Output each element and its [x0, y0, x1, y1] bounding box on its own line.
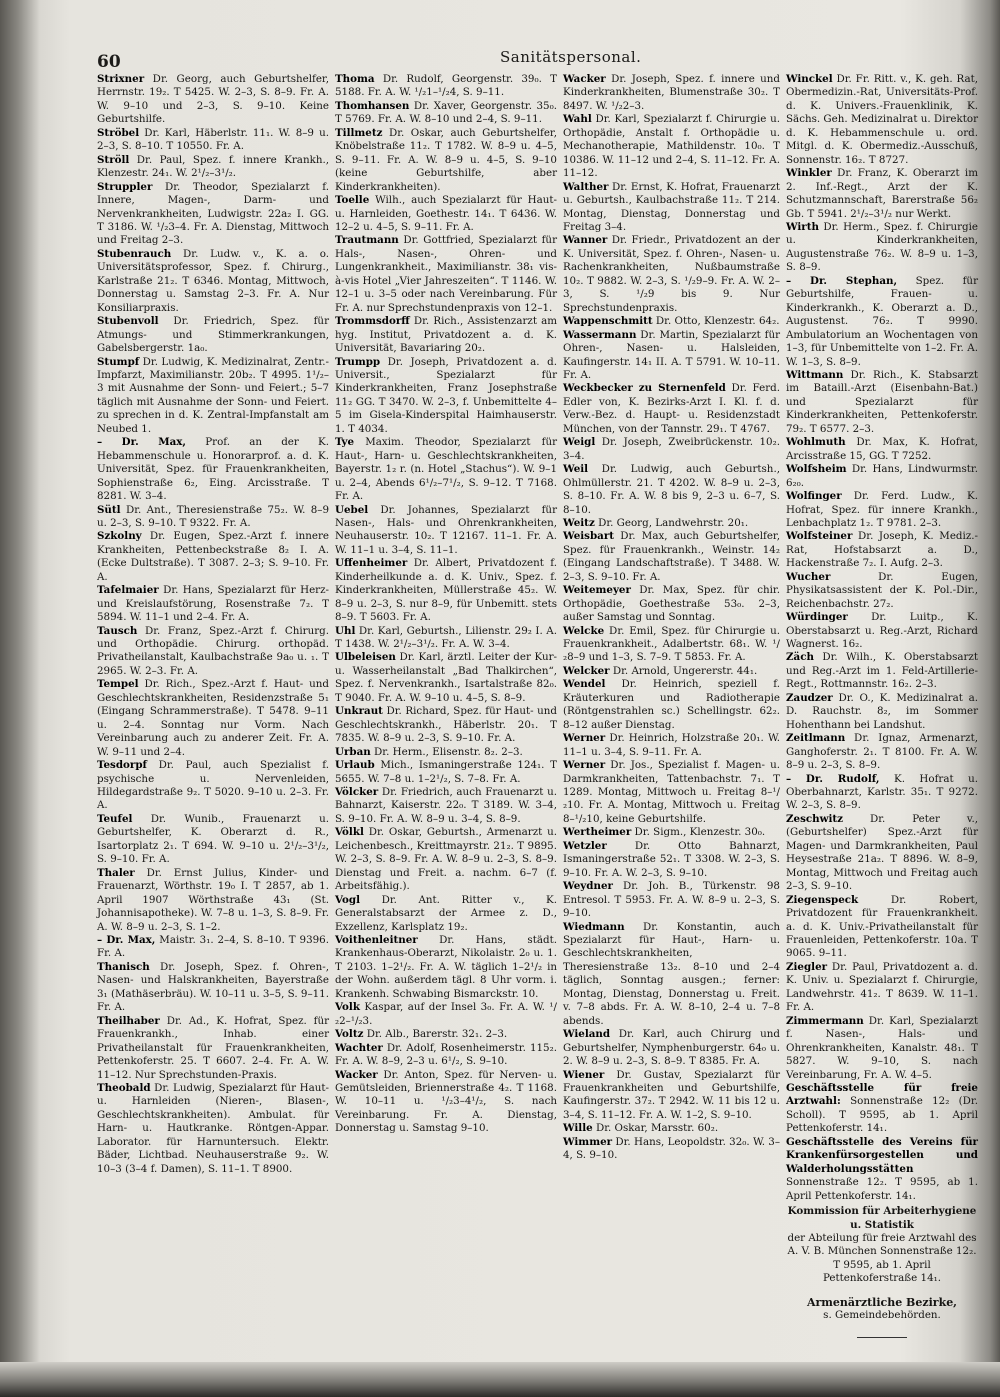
- entry-name: Wieland: [563, 1028, 611, 1041]
- entry-details: Dr. Alb., Barerstr. 32₁. 2–3.: [363, 1028, 508, 1041]
- directory-entry: [563, 382, 780, 436]
- entry-name: Szkolny: [97, 530, 142, 543]
- entry-name: Wille: [563, 1122, 593, 1135]
- directory-entry: [786, 1136, 978, 1203]
- directory-entry: [563, 826, 780, 839]
- directory-entry: [786, 490, 978, 530]
- entry-name: – Dr. Rudolf,: [786, 772, 880, 785]
- directory-entry: [97, 436, 329, 503]
- entry-name: Wimmer: [563, 1135, 613, 1148]
- closing-rule: [857, 1337, 907, 1338]
- entry-details: K. Hofrat u. Oberbahnarzt, Karlstr. 35₁. T 9272. W. 2–3, S. 8–9.: [786, 772, 979, 812]
- entry-details: Dr. Ant. Ritter v., K. Generalstabsarzt der Armee z. D., Exzellenz, Karlsplatz 19₂.: [335, 893, 557, 933]
- entry-details: Dr. Eugen, Physikatsassistent der K. Pol.-Dir., Reichenbachstr. 27₂.: [786, 570, 978, 610]
- entry-name: Struppler: [97, 180, 153, 193]
- entry-name: Thaler: [97, 866, 135, 879]
- directory-entry: [786, 436, 978, 463]
- entry-name: Weitz: [563, 516, 595, 529]
- entry-name: Zeschwitz: [786, 812, 843, 825]
- entry-name: Toelle: [335, 194, 370, 207]
- entry-details: Dr. Karl, Geburtsh., Lilienstr. 29₂ I. A. T 1438. W. 2¹/₂–3¹/₂. Fr. A. W. 3–4.: [335, 624, 557, 651]
- directory-entry: [97, 961, 329, 1015]
- entry-name: – Dr. Max,: [97, 436, 187, 449]
- directory-entry: [563, 436, 780, 463]
- entry-name: Vogl: [335, 893, 361, 906]
- entry-details: Dr. Paul, Spez. f. innere Krankh., Klenzestr. 24₁. W. 2¹/₂–3¹/₂.: [97, 153, 329, 180]
- directory-entry: [335, 100, 557, 127]
- directory-entry: [335, 127, 557, 194]
- directory-entry: [563, 315, 780, 328]
- entry-details: Dr. Johannes, Spezialarzt für Nasen-, Hals- und Ohrenkrankheiten, Neuhauserstr. 10₂. T 12167. 11–1. Fr. A. W. 11–1 u. 3–4, S. 11–1.: [335, 503, 557, 556]
- entry-details: Dr. Joseph, Privatdozent a. d. Universit., Spezialarzt für Kinderkrankheiten, Franz Josephstraße 11₂ GG. T 3470. W. 2–3, f. Unbemittelte 4–5 im Gisela-Kinderspital Haimhauserstr. 1. T 4034.: [335, 355, 557, 435]
- directory-entry: [97, 181, 329, 248]
- entry-details: Dr. Karl, ärztl. Leiter der Kur- u. Wasserheilanstalt „Bad Thalkirchen“, Spez. f. Nervenkrankh., Isartalstraße 82₀. T 9040. Fr. A. W. 9–10 u. 4–5, S. 8–9.: [335, 651, 557, 704]
- column-1: [97, 73, 329, 1176]
- entry-name: Welcke: [563, 624, 605, 637]
- entry-details: Sonnenstraße 12₂ (Dr. Scholl). T 9595, ab 1. April Pettenkoferstr. 14₁.: [786, 1095, 978, 1135]
- directory-entry: [786, 813, 978, 894]
- entry-details: Dr. Ferd. Ludw., K. Hofrat, Spez. für innere Krankh., Lenbachplatz 1₂. T 9781. 2–3.: [786, 490, 978, 529]
- entry-name: Unkraut: [335, 705, 383, 718]
- entry-name: – Dr. Stephan,: [786, 274, 898, 287]
- entry-details: Dr. Xaver, Georgenstr. 35₀. T 5769. Fr. A. W. 8–10 und 2–4, S. 9–11.: [335, 99, 557, 126]
- entry-name: Wendel: [563, 678, 606, 691]
- entry-details: Dr. Heinrich, Holzstraße 20₁. W. 11–1 u. 3–4, S. 9–11. Fr. A.: [563, 732, 780, 758]
- entry-name: Thoma: [335, 73, 375, 85]
- entry-name: Würdinger: [786, 611, 848, 624]
- directory-entry: [563, 113, 780, 180]
- directory-entry: [97, 530, 329, 584]
- entry-name: Weisbart: [563, 530, 615, 543]
- entry-name: Völcker: [335, 786, 379, 799]
- entry-name: Wittmann: [786, 368, 844, 381]
- directory-entry: [335, 234, 557, 315]
- directory-entry: [335, 934, 557, 1001]
- entry-name: Stubenrauch: [97, 247, 172, 260]
- entry-details: Dr. Joseph, Spez. f. Ohren-, Nasen- und Halskrankheiten, Bayerstraße 3₁ (Mathäserbräu). W. 10–11 u. 3–5, S. 9–11. Fr. A.: [97, 960, 329, 1014]
- directory-entry: [97, 315, 329, 355]
- kommission-heading: Kommission für Arbeiterhygiene u. Statistik: [787, 1205, 977, 1231]
- directory-entry: [563, 665, 780, 678]
- directory-entry: [786, 463, 978, 490]
- directory-entry: [335, 315, 557, 355]
- entry-details: Dr. Herm., Elisenstr. 8₂. 2–3.: [370, 745, 523, 758]
- entry-name: Uebel: [335, 503, 369, 516]
- entry-details: Mich., Ismaningerstraße 124₁. T 5655. W. 7–8 u. 1–2¹/₂, S. 7–8. Fr. A.: [335, 759, 557, 785]
- entry-name: Zäch: [786, 651, 814, 664]
- entry-name: Wacker: [335, 1068, 378, 1081]
- entry-details: Dr. Ernst Julius, Kinder- und Frauenarzt, Wörthstr. 19₀ I. T 2857, ab 1. April 1907 Wörthstraße 43₁ (St. Johannisapotheke). W. 7–8 u. 1–3, S. 8–9. Fr. A. W. 8–9 u. 2–3, S. 1–2.: [97, 866, 329, 933]
- directory-entry: [563, 1136, 780, 1163]
- directory-entry: [335, 356, 557, 437]
- entry-name: Zeitlmann: [786, 732, 846, 745]
- entry-details: Dr. Karl, Häberlstr. 11₁. W. 8–9 u. 2–3, S. 8–10. T 10550. Fr. A.: [97, 126, 329, 153]
- entry-details: Dr. Eugen, Spez.-Arzt f. innere Krankheiten, Pettenbeckstraße 8₂ I. A. (Ecke Dultstraße). T 3087. 2–3; S. 9–10. Fr. A.: [97, 530, 329, 583]
- directory-entry: [786, 167, 978, 221]
- entry-details: Dr. O., K. Medizinalrat a. D. Rauchstr. 8₂, im Sommer Hohenthann bei Landshut.: [786, 691, 978, 731]
- entry-details: Dr. Joseph, Zweibrückenstr. 10₂. 3–4.: [563, 436, 780, 462]
- entry-details: Dr. Gustav, Spezialarzt für Frauenkrankheiten und Geburtshilfe, Kaufingerstr. 37₂. T 2942. W. 11 bis 12 u. 3–4, S. 11–12. Fr. A. W. 1–2, S. 9–10.: [563, 1068, 780, 1121]
- kommission-text: der Abteilung für freie Arztwahl des A. V. B. München Sonnenstraße 12₂. T 9595, ab 1. April Pettenkoferstraße 14₁.: [787, 1231, 977, 1285]
- entry-details: Dr. Herm., Spez. f. Chirurgie u. Kinderkrankheiten, Augustenstraße 76₂. W. 8–9 u. 1–3, S. 8–9.: [786, 220, 978, 274]
- entry-details: Dr. Wunib., Frauenarzt u. Geburtshelfer, K. Oberarzt d. R., Isartorplatz 2₁. T 694. W. 9–10 u. 2¹/₂–3¹/₂, S. 9–10. Fr. A.: [97, 812, 329, 866]
- directory-entry: [786, 732, 978, 772]
- entry-name: Wolfinger: [786, 490, 842, 503]
- entry-name: Weitemeyer: [563, 584, 631, 597]
- directory-entry: [97, 584, 329, 624]
- directory-entry: [97, 356, 329, 437]
- entry-name: Thomhansen: [335, 99, 410, 112]
- entry-details: Dr. Oskar, auch Geburtshelfer, Knöbelstraße 11₂. T 1782. W. 8–9 u. 4–5, S. 9–11. Fr. A. W. 8–9 u. 4–5, S. 9–10 (keine Geburtshilfe, aber Kinderkrankheiten).: [335, 126, 557, 193]
- entry-details: Dr. Joh. B., Türkenstr. 98 Entresol. T 5953. Fr. A. W. 8–9 u. 2–3, S. 9–10.: [563, 880, 780, 920]
- directory-entry: [335, 705, 557, 745]
- entry-name: Winckel: [786, 73, 833, 85]
- entry-details: Dr. Hans, Spezialarzt für Herz- und Kreislaufstörung, Rosenstraße 7₂. T 5894. W. 11–1 und 2–4. Fr. A.: [97, 584, 329, 624]
- entry-name: Wahl: [563, 113, 592, 126]
- entry-details: Dr. Ludwig, Spezialarzt für Haut- u. Harnleiden (Nieren-, Blasen-, Geschlechtskrankheiten). Ambulat. für Harn- u. Hautkranke. Röntgen-Appar. Laborator. für Harnuntersuch. Elektr. Bäder, Lichtbad. Neuhauserstraße 9₂. W. 10–3 (3–4 f. Damen), S. 11–1. T 8900.: [97, 1081, 329, 1175]
- directory-entry: [335, 826, 557, 893]
- directory-entry: [97, 248, 329, 315]
- entry-details: Dr. Max, K. Hofrat, Arcisstraße 15, GG. T 7252.: [786, 436, 978, 462]
- entry-name: Trumpp: [335, 355, 381, 368]
- entry-name: Weigl: [563, 436, 596, 449]
- directory-entry: [563, 1028, 780, 1068]
- entry-name: Tillmetz: [335, 126, 383, 139]
- entry-details: Dr. Robert, Privatdozent für Frauenkrankheit. a. d. K. Univ.-Privatheilanstalt für Frauenleiden, Pettenkoferstr. 10a. T 9065. 9–11.: [786, 893, 978, 960]
- entry-name: Tafelmaier: [97, 584, 159, 597]
- directory-entry: [335, 1001, 557, 1028]
- entry-details: Dr. Arnold, Ungererstr. 44₁.: [609, 664, 758, 677]
- entry-name: Tempel: [97, 678, 139, 691]
- entry-details: Dr. Friedr., Privatdozent an der K. Universität, Spez. f. Ohren-, Nasen- u. Rachenkrankheiten, Nußbaumstraße 10₂. T 9882. W. 2–3, S. ¹/₂9–9. Fr. A. W. 2–3, S. ¹/₂9 bis 9. Nur Sprechstundenpraxis.: [563, 234, 780, 314]
- directory-entry: [563, 584, 780, 624]
- entry-name: Geschäftsstelle des Vereins für Krankenfürsorgestellen und Walderholungsstätten: [786, 1135, 978, 1175]
- entry-details: Prof. an der K. Hebammenschule u. Honorarprof. a. d. K. Universität, Spez. für Frauenkrankheiten, Sophienstraße 6₂, Eing. Arcisstraße. T 8281. W. 3–4.: [97, 436, 330, 503]
- directory-entry: [97, 759, 329, 813]
- entry-name: Tausch: [97, 624, 138, 637]
- entry-name: Theobald: [97, 1081, 151, 1094]
- entry-name: Wiener: [563, 1068, 605, 1081]
- entry-details: Dr. Ludw. v., K. a. o. Universitätsprofessor, Spez. f. Chirurg., Karlstraße 21₂. T 6346. Montag, Mittwoch, Donnerstag u. Samstag 2–3. Fr. A. Nur Konsiliarpraxis.: [97, 247, 329, 314]
- page-number: 60: [97, 52, 121, 72]
- entry-details: Dr. Friedrich, auch Frauenarzt u. Bahnarzt, Kaiserstr. 22₀. T 3189. W. 3–4, S. 9–10. Fr. A. W. 8–9 u. 3–4, S. 8–9.: [335, 786, 557, 825]
- directory-entry: [335, 73, 557, 100]
- running-title: Sanitätspersonal.: [500, 48, 642, 66]
- entry-details: Spez. für Geburtshilfe, Frauen- u. Kinderkrankh., K. Oberarzt a. D., Augustenst. 76₂. T 9990. Ambulatorium an Wochentagen von 1–3, für Unbemittelte von 1–2. Fr. A. W. 1–3, S. 8–9.: [786, 274, 978, 368]
- directory-entry: [97, 625, 329, 679]
- directory-entry: [97, 1082, 329, 1176]
- directory-entry: [563, 1069, 780, 1123]
- entry-details: Dr. Gottfried, Spezialarzt für Hals-, Nasen-, Ohren- und Lungenkrankheit., Maximilianstr. 38₁ vis-à-vis Hotel „Vier Jahreszeiten“. T 1146. W. 12–1 u. 3–5 oder nach Vereinbarung. Für Fr. A. nur Sprechstundenpraxis von 12–1.: [335, 234, 557, 314]
- entry-details: Maxim. Theodor, Spezialarzt für Haut-, Harn- u. Geschlechtskrankheiten, Bayerstr. 1₂ r. (n. Hotel „Stachus“). W. 9–1 u. 2–4, Abends 6¹/₂–7¹/₂, S. 9–12. T 7168. Fr. A.: [335, 436, 557, 503]
- column-4-entries: [786, 73, 978, 1203]
- directory-entry: [563, 1122, 780, 1135]
- entry-name: Sütl: [97, 503, 121, 516]
- directory-entry: [786, 1015, 978, 1082]
- entry-details: Dr. Anton, Spez. für Nerven- u. Gemütsleiden, Briennerstraße 4₂. T 1168. W. 10–11 u. ¹/₂3–4¹/₂, S. nach Vereinbarung. Fr. A. Dienstag, Donnerstag u. Samstag 9–10.: [335, 1068, 557, 1135]
- entry-name: Uhl: [335, 624, 356, 637]
- entry-name: Wappenschmitt: [563, 315, 653, 328]
- entry-name: Tye: [335, 436, 355, 449]
- directory-entry: [97, 678, 329, 759]
- directory-entry: [786, 692, 978, 732]
- directory-entry: [786, 651, 978, 691]
- entry-details: Sonnenstraße 12₂. T 9595, ab 1. April Pettenkoferstr. 14₁.: [786, 1176, 978, 1202]
- entry-name: Winkler: [786, 167, 832, 180]
- directory-entry: [97, 154, 329, 181]
- entry-details: Dr. Peter v., (Geburtshelfer) Spez.-Arzt für Magen- und Darmkrankheiten, Paul Heysestraße 21a₂. T 8896. W. 8–9, Montag, Mittwoch und Freitag auch 2–3, S. 9–10.: [786, 812, 978, 893]
- entry-name: Voithenleitner: [335, 934, 418, 946]
- entry-details: Dr. Karl, Spezialarzt f. Nasen-, Hals- und Ohrenkrankheiten, Kanalstr. 48₁. T 5827. W. 9–10, S. nach Vereinbarung, Fr. A. W. 4–5.: [786, 1014, 978, 1081]
- entry-name: Trautmann: [335, 234, 399, 247]
- entry-details: Dr. Ernst, K. Hofrat, Frauenarzt u. Geburtsh., Kaulbachstraße 11₂. T 214. Montag, Dienstag, Donnerstag und Freitag 3–4.: [563, 180, 780, 233]
- entry-details: Dr. Paul, Privatdozent a. d. K. Univ. u. Spezialarzt f. Chirurgie, Landwehrstr. 41₂. T 8639. W. 11–1. Fr. A.: [786, 960, 978, 1014]
- entry-details: Dr. Joseph, K. Mediz.-Rat, Hofstabsarzt a. D., Hackenstraße 7₂. I. Aufg. 2–3.: [786, 530, 978, 570]
- directory-entry: [563, 880, 780, 920]
- directory-entry: [563, 840, 780, 880]
- directory-entry: [563, 181, 780, 235]
- page-bottom-edge: [0, 1362, 1000, 1397]
- entry-name: Wertheimer: [563, 826, 632, 839]
- directory-entry: [97, 1015, 329, 1082]
- entry-name: Wohlmuth: [786, 436, 846, 449]
- directory-entry: [786, 369, 978, 436]
- directory-entry: [97, 867, 329, 934]
- entry-name: Ziegenspeck: [786, 893, 859, 906]
- entry-details: Dr. Hans, städt. Krankenhaus-Oberarzt, Nikolaistr. 2₀ u. 1. T 2103. 1–2¹/₂. Fr. A. W. täglich 1–2¹/₂ in der Wohn. außerdem tägl. 8 Uhr vorm. i. Krankenh. Schwabing Bismarckstr. 10.: [335, 934, 557, 1000]
- directory-entry: [563, 234, 780, 315]
- directory-entry: [786, 1082, 978, 1136]
- entry-details: Dr. Adolf, Rosenheimerstr. 115₂. Fr. A. W. 8–9, 2–3 u. 6¹/₂, S. 9–10.: [335, 1041, 557, 1068]
- directory-entry: [335, 1069, 557, 1136]
- entry-details: Dr. Franz, Spez.-Arzt f. Chirurg. und Orthopädie. Chirurg. orthopäd. Privatheilanstalt, Kaulbachstraße 9a₀ u. ₁. T 2965. W. 2–3. Fr. A.: [97, 624, 329, 677]
- entry-details: Dr. Ignaz, Armenarzt, Ganghoferstr. 2₁. T 8100. Fr. A. W. 8–9 u. 2–3, S. 8–9.: [786, 732, 978, 772]
- directory-entry: [97, 504, 329, 531]
- column-4: [786, 73, 978, 1338]
- entry-details: Dr. Paul, auch Spezialist f. psychische u. Nervenleiden, Hildegardstraße 9₂. T 5020. 9–10 u. 2–3. Fr. A.: [97, 759, 329, 812]
- entry-details: Maistr. 3₁. 2–4, S. 8–10. T 9396. Fr. A.: [97, 934, 330, 960]
- directory-entry: [335, 436, 557, 503]
- directory-entry: [786, 275, 978, 369]
- entry-name: Wacker: [563, 73, 606, 85]
- entry-details: Dr. Ant., Theresienstraße 75₂. W. 8–9 u. 2–3, S. 9–10. T 9322. Fr. A.: [97, 503, 329, 529]
- entry-details: Dr. Luitp., K. Oberstabsarzt u. Reg.-Arzt, Richard Wagnerst. 16₂.: [786, 611, 978, 651]
- directory-entry: [563, 678, 780, 732]
- entry-name: Teufel: [97, 812, 133, 825]
- directory-entry: [563, 625, 780, 665]
- directory-entry: [563, 921, 780, 1029]
- entry-details: Dr. Friedrich, Spez. für Atmungs- und Stimmerkrankungen, Gabelsbergerstr. 1a₀.: [97, 315, 329, 355]
- directory-entry: [335, 1042, 557, 1069]
- entry-name: Volk: [335, 1001, 360, 1014]
- entry-details: Dr. Emil, Spez. für Chirurgie u. Frauenkrankheit., Adalbertstr. 68₁. W. ¹/₂8–9 und 1–3, S. 7–9. T 5853. Fr. A.: [563, 624, 780, 664]
- directory-entry: [786, 571, 978, 611]
- armen-text: s. Gemeindebehörden.: [823, 1309, 941, 1322]
- directory-entry: [335, 557, 557, 624]
- entry-details: Dr. Max, auch Geburtshelfer, Spez. für Frauenkrankh., Weinstr. 14₂ (Eingang Landschaftstraße). T 3488. W. 2–3, S. 9–10. Fr. A.: [563, 530, 780, 583]
- entry-name: Zaudzer: [786, 691, 833, 704]
- entry-name: Stubenvoll: [97, 315, 159, 328]
- entry-details: Dr. Hans, Leopoldstr. 32₀. W. 3–4, S. 9–10.: [563, 1135, 780, 1162]
- directory-entry: [786, 961, 978, 1015]
- entry-name: Wolfsheim: [786, 463, 847, 476]
- entry-name: Uffenheimer: [335, 557, 408, 570]
- entry-details: Dr. Wilh., K. Oberstabsarzt und Reg.-Arzt im 1. Feld-Artillerie-Regt., Rottmannstr. 16₂. 2–3.: [786, 651, 978, 691]
- entry-name: Ströll: [97, 153, 130, 166]
- entry-name: Weydner: [563, 880, 613, 893]
- directory-entry: [335, 194, 557, 234]
- entry-details: Dr. Jos., Spezialist f. Magen- u. Darmkrankheiten, Tattenbachstr. 7₁. T 1289. Montag, Mittwoch u. Freitag 8–¹/₂10. Fr. A. Montag, Mittwoch u. Freitag 8–¹/₂10, keine Geburtshilfe.: [563, 759, 780, 825]
- entry-details: Dr. Rich., Assistenzarzt am hyg. Institut, Privatdozent a. d. K. Universität, Bavariaring 20₂.: [335, 315, 557, 355]
- entry-details: Dr. Ferd. Edler von, K. Bezirks-Arzt I. Kl. f. d. Verw.-Bez. d. Haupt- u. Residenzstadt München, von der Tannstr. 29₁. T 4767.: [563, 382, 780, 435]
- entry-name: Zimmermann: [786, 1014, 864, 1027]
- entry-name: Stumpf: [97, 355, 140, 368]
- entry-name: Geschäftsstelle für freie Arztwahl:: [786, 1081, 978, 1108]
- directory-entry: [335, 746, 557, 759]
- entry-name: Ulbeleisen: [335, 651, 396, 664]
- entry-details: Dr. Oskar, Geburtsh., Armenarzt u. Leichenbesch., Kreittmayrstr. 21₂. T 9895. W. 2–3, S. 8–9. Fr. A. W. 8–9 u. 2–3, S. 8–9. Dienstag und Freit. a. nachm. 6–7 (f. Arbeitsfähig.).: [335, 826, 557, 893]
- entry-details: Dr. Richard, Spez. für Haut- und Geschlechtskrankh., Häberlstr. 20₁. T 7835. W. 8–9 u. 2–3, S. 9–10. Fr. A.: [335, 705, 557, 745]
- entry-details: Dr. Karl, auch Chirurg und Geburtshelfer, Nymphenburgerstr. 64₀ u. 2. W. 8–9 u. 2–3, S. 8–9. T 8385. Fr. A.: [563, 1028, 780, 1068]
- entry-details: Dr. Theodor, Spezialarzt f. Innere, Magen-, Darm- und Nervenkrankheiten, Ludwigstr. 22a₂ I. GG. T 3186. W. ¹/₂3–4. Fr. A. Dienstag, Mittwoch und Freitag 2–3.: [97, 180, 329, 247]
- column-3: [563, 73, 780, 1163]
- column-2: [335, 73, 557, 1136]
- directory-entry: [786, 611, 978, 651]
- entry-details: Dr. Rich., K. Stabsarzt im Bataill.-Arzt (Eisenbahn-Bat.) und Spezialarzt für Kinderkrankheiten, Pettenkoferstr. 79₂. T 6577. 2–3.: [786, 368, 978, 435]
- entry-details: Dr. Ludwig, K. Medizinalrat, Zentr.-Impfarzt, Maximilianstr. 20b₂. T 4995. 1¹/₂–3 mit Ausnahme der Sonn- und Feiert.; 5–7 täglich mit Ausnahme der Sonn- und Feiert. zu sprechen in d. K. Zentral-Impfanstalt am Neubed 1.: [97, 355, 329, 435]
- directory-entry: [563, 759, 780, 826]
- entry-name: Völkl: [335, 826, 364, 839]
- directory-entry: [97, 73, 329, 127]
- entry-name: Strixner: [97, 73, 145, 85]
- entry-name: Thanisch: [97, 960, 150, 973]
- entry-details: Dr. Franz, K. Oberarzt im 2. Inf.-Regt., Arzt der K. Schutzmannschaft, Barerstraße 56₂ Gb. T 5941. 2¹/₂–3¹/₂ nur Werkt.: [786, 167, 978, 220]
- directory-entry: [97, 127, 329, 154]
- entry-details: Dr. Albert, Privatdozent f. Kinderheilkunde a. d. K. Univ., Spez. f. Kinderkrankheiten, Müllerstraße 45₂. W. 8–9 u. 2–3, S. nur 8–9, für Unbemitt. stets 8–9. T 5603. Fr. A.: [335, 557, 557, 624]
- entry-name: Urlaub: [335, 759, 375, 772]
- entry-name: Theilhaber: [97, 1014, 160, 1027]
- entry-name: Werner: [563, 759, 606, 772]
- entry-details: Dr. Otto Bahnarzt, Ismaningerstraße 52₁. T 3308. W. 2–3, S. 9–10. Fr. A. W. 2–3, S. 9–10.: [563, 839, 780, 879]
- entry-details: Dr. Rudolf, Georgenstr. 39₀. T 5188. Fr. A. W. ¹/₂1–¹/₂4, S. 9–11.: [335, 73, 557, 99]
- entry-name: – Dr. Max,: [97, 934, 156, 946]
- directory-entry: [335, 625, 557, 652]
- entry-name: Ströbel: [97, 126, 140, 139]
- entry-details: Wilh., auch Spezialarzt für Haut- u. Harnleiden, Goethestr. 14₁. T 6436. W. 12–2 u. 4–5, S. 9–11. Fr. A.: [335, 194, 557, 233]
- directory-entry: [563, 329, 780, 383]
- entry-details: Dr. Rich., Spez.-Arzt f. Haut- und Geschlechtskrankheiten, Residenzstraße 5₁ (Eingang Schrammerstraße). T 5478. 9–11 u. 2–4. Sonntag nur Vorm. Nach Vereinbarung auch zu anderer Zeit. Fr. A. W. 9–11 und 2–4.: [97, 678, 329, 758]
- entry-name: Weckbecker zu Sternenfeld: [563, 382, 726, 395]
- entry-details: Kaspar, auf der Insel 3₀. Fr. A. W. ¹/₂2–¹/₂3.: [335, 1001, 557, 1027]
- directory-entry: [786, 73, 978, 167]
- directory-entry: [563, 73, 780, 113]
- entry-details: Dr. Georg, Landwehrstr. 20₁.: [594, 516, 749, 529]
- entry-name: Welcker: [563, 664, 610, 677]
- entry-details: Dr. Karl, Spezialarzt f. Chirurgie u. Orthopädie, Anstalt f. Orthopädie u. Mechanotherapie, Mathildenstr. 10₀. T 10386. W. 11–12 und 2–4, S. 11–12. Fr. A. 11–12.: [563, 113, 780, 180]
- entry-name: Wetzler: [563, 839, 607, 852]
- entry-name: Wucher: [786, 570, 831, 583]
- directory-entry: [786, 221, 978, 275]
- directory-entry: [335, 894, 557, 934]
- entry-name: Wachter: [335, 1041, 383, 1054]
- armen-heading: Armenärztliche Bezirke,: [806, 1295, 958, 1309]
- directory-entry: [563, 530, 780, 584]
- entry-details: Dr. Oskar, Marsstr. 60₂.: [592, 1122, 719, 1135]
- entry-details: Dr. Fr. Ritt. v., K. geh. Rat, Obermedizin.-Rat, Universitäts-Prof. d. K. Univers.-Frauenklinik, K. Sächs. Geh. Medizinalrat u. Direktor d. K. Hebammenschule u. ord. Mitgl. d. K. Obermediz.-Ausschuß, Sonnenstr. 16₂. T 8727.: [786, 73, 978, 166]
- directory-entry: [335, 651, 557, 705]
- directory-entry: [335, 504, 557, 558]
- entry-name: Urban: [335, 745, 371, 758]
- entry-name: Weil: [563, 463, 589, 476]
- entry-details: Dr. Ad., K. Hofrat, Spez. für Frauenkrankh., Inhab. einer Privatheilanstalt für Frauenkrankheiten, Pettenkoferstr. 25. T 6607. 2–4. Fr. A. W. 11–12. Nur Sprechstunden-Praxis.: [97, 1014, 329, 1081]
- entry-name: Wiedmann: [563, 920, 625, 933]
- entry-name: Trommsdorff: [335, 315, 410, 328]
- directory-entry: [97, 934, 329, 961]
- entry-details: Dr. Martin, Spezialarzt für Ohren-, Nasen- u. Halsleiden, Kaufingerstr. 14₁ II. A. T 5791. W. 10–11. Fr. A.: [563, 328, 780, 381]
- entry-name: Wanner: [563, 234, 608, 247]
- entry-details: Dr. Sigm., Klenzestr. 30₀.: [631, 826, 766, 839]
- directory-entry: [563, 732, 780, 759]
- entry-name: Wolfsteiner: [786, 530, 853, 543]
- directory-entry: [335, 759, 557, 786]
- entry-details: Dr. Konstantin, auch Spezialarzt für Haut-, Harn- u. Geschlechtskrankheiten, Theresienstraße 13₂. 8–10 und 2–4 täglich, Sonntag ausgen.; ferner: Montag, Dienstag, Donnerstag u. Freit. v. 7–8 abds. Fr. A. W. 8–10, 2–4 u. 7–8 abends.: [563, 920, 780, 1027]
- directory-entry: [786, 773, 978, 813]
- directory-entry: [563, 517, 780, 530]
- entry-name: Ziegler: [786, 960, 828, 973]
- entry-details: Dr. Georg, auch Geburtshelfer, Herrnstr. 19₂. T 5425. W. 2–3, S. 8–9. Fr. A. W. 9–10 und 2–3, S. 9–10. Keine Geburtshilfe.: [97, 73, 329, 126]
- entry-name: Voltz: [335, 1028, 364, 1041]
- directory-entry: [335, 786, 557, 826]
- entry-details: Dr. Joseph, Spez. f. innere und Kinderkrankheiten, Blumenstraße 30₂. T 8497. W. ¹/₂2–3.: [563, 73, 780, 112]
- entry-details: Dr. Otto, Klenzestr. 64₂.: [652, 315, 780, 328]
- entry-details: Dr. Heinrich, speziell f. Kräuterkuren und Radiotherapie (Röntgenstrahlen sc.) Schellingstr. 62₂. 8–12 außer Dienstag.: [563, 678, 780, 731]
- entry-details: Dr. Ludwig, auch Geburtsh., Ohlmüllerstr. 21. T 4202. W. 8–9 u. 2–3, S. 8–10. Fr. A. W. 8 bis 9, 2–3 u. 6–7, S. 8–10.: [563, 463, 780, 516]
- directory-entry: [563, 463, 780, 517]
- entry-name: Tesdorpf: [97, 759, 147, 772]
- entry-name: Walther: [563, 180, 609, 193]
- entry-details: Dr. Hans, Lindwurmstr. 6₂₀.: [786, 463, 978, 489]
- entry-name: Wirth: [786, 220, 819, 233]
- directory-entry: [786, 894, 978, 961]
- directory-entry: [97, 813, 329, 867]
- entry-name: Werner: [563, 732, 606, 745]
- directory-entry: [786, 530, 978, 570]
- entry-name: Wassermann: [563, 328, 637, 341]
- directory-entry: [335, 1028, 557, 1041]
- entry-details: Dr. Max, Spez. für chir. Orthopädie, Goethestraße 53₀. 2–3, außer Samstag und Sonntag.: [563, 584, 780, 624]
